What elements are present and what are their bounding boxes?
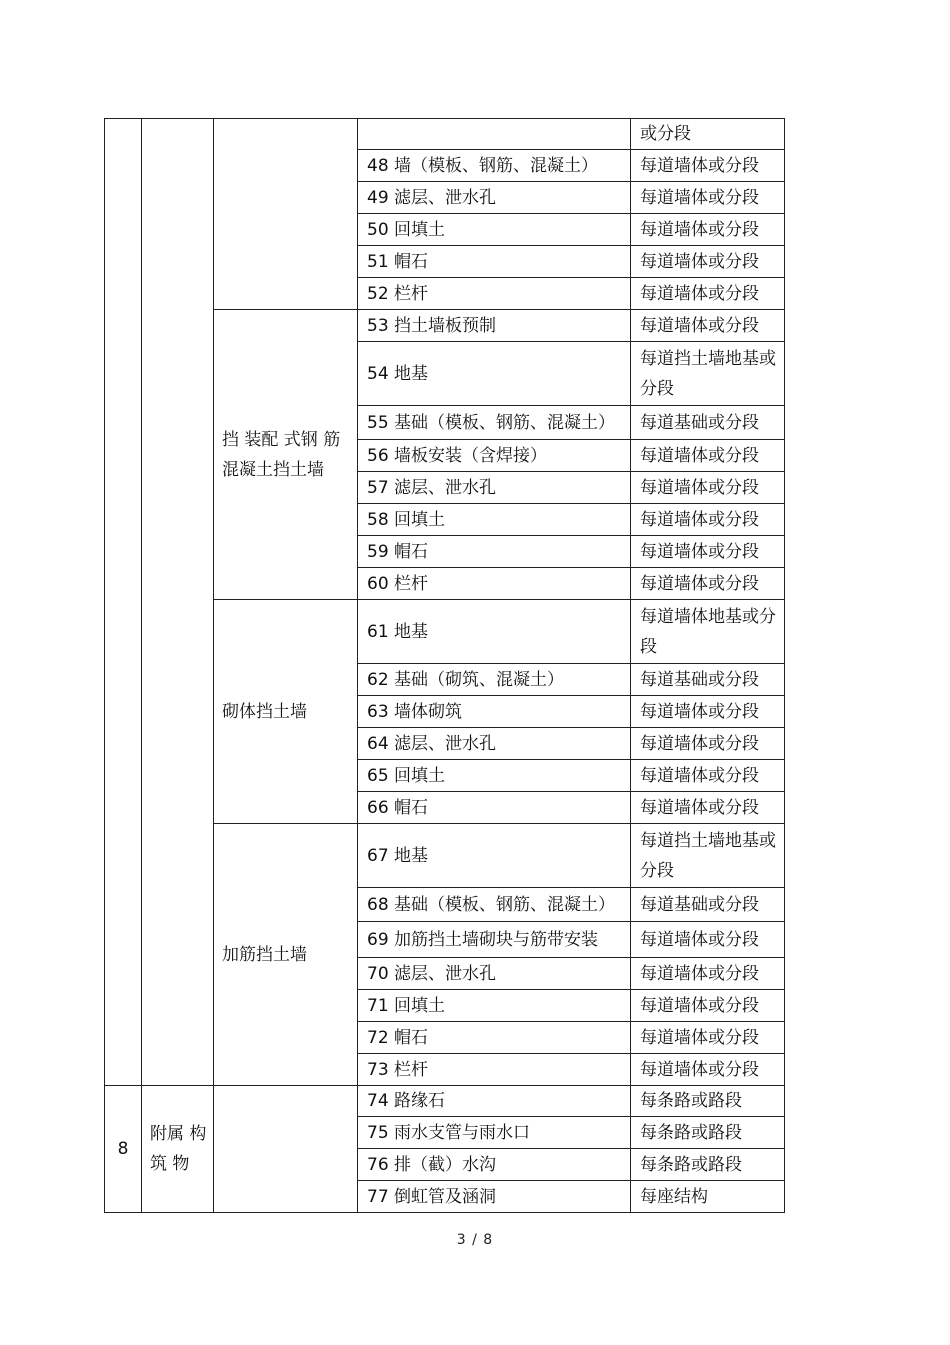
lot-cell: 每条路或路段 xyxy=(631,1149,785,1181)
lot-cell: 每条路或路段 xyxy=(631,1117,785,1149)
lot-cell: 每道基础或分段 xyxy=(631,406,785,440)
table-row xyxy=(105,1086,785,1117)
lot-cell: 每道挡土墙地基或分段 xyxy=(631,824,785,888)
lot-cell: 每道墙体或分段 xyxy=(631,922,785,958)
item-cell: 48 墙（模板、钢筋、混凝土） xyxy=(358,150,631,182)
lot-cell: 每道墙体或分段 xyxy=(631,760,785,792)
item-cell: 75 雨水支管与雨水口 xyxy=(358,1117,631,1149)
item-cell: 62 基础（砌筑、混凝土） xyxy=(358,664,631,696)
lot-cell: 每道基础或分段 xyxy=(631,664,785,696)
lot-cell: 每道墙体或分段 xyxy=(631,214,785,246)
item-cell: 58 回填土 xyxy=(358,504,631,536)
lot-cell: 每道墙体或分段 xyxy=(631,728,785,760)
lot-cell: 每道墙体或分段 xyxy=(631,990,785,1022)
item-cell: 51 帽石 xyxy=(358,246,631,278)
item-cell: 49 滤层、泄水孔 xyxy=(358,182,631,214)
lot-cell: 每道墙体或分段 xyxy=(631,1022,785,1054)
item-cell: 50 回填土 xyxy=(358,214,631,246)
section-name-cell xyxy=(142,119,214,1086)
item-cell: 74 路缘石 xyxy=(358,1086,631,1117)
item-cell: 54 地基 xyxy=(358,342,631,406)
lot-cell: 每道墙体或分段 xyxy=(631,536,785,568)
item-cell: 61 地基 xyxy=(358,600,631,664)
lot-cell: 每道墙体或分段 xyxy=(631,958,785,990)
item-cell: 56 墙板安装（含焊接） xyxy=(358,440,631,472)
group-cell xyxy=(214,1086,358,1213)
item-cell: 76 排（截）水沟 xyxy=(358,1149,631,1181)
page-number: 3 / 8 xyxy=(456,1232,494,1248)
lot-cell: 每道基础或分段 xyxy=(631,888,785,922)
lot-cell: 每道墙体或分段 xyxy=(631,310,785,342)
item-cell: 64 滤层、泄水孔 xyxy=(358,728,631,760)
lot-cell: 每道墙体地基或分段 xyxy=(631,600,785,664)
lot-cell: 每道墙体或分段 xyxy=(631,1054,785,1086)
item-cell: 52 栏杆 xyxy=(358,278,631,310)
lot-cell: 每道墙体或分段 xyxy=(631,278,785,310)
lot-cell: 每道墙体或分段 xyxy=(631,182,785,214)
item-cell: 60 栏杆 xyxy=(358,568,631,600)
item-cell: 66 帽石 xyxy=(358,792,631,824)
inspection-lot-table xyxy=(104,118,785,1213)
group-cell xyxy=(214,119,358,310)
section-name-cell: 附属 构 筑 物 xyxy=(142,1086,214,1213)
item-cell: 59 帽石 xyxy=(358,536,631,568)
item-cell: 57 滤层、泄水孔 xyxy=(358,472,631,504)
item-cell: 71 回填土 xyxy=(358,990,631,1022)
item-cell: 72 帽石 xyxy=(358,1022,631,1054)
lot-cell: 每道墙体或分段 xyxy=(631,150,785,182)
item-cell xyxy=(358,119,631,150)
lot-cell: 每道墙体或分段 xyxy=(631,568,785,600)
lot-cell: 每道墙体或分段 xyxy=(631,504,785,536)
item-cell: 68 基础（模板、钢筋、混凝土） xyxy=(358,888,631,922)
item-cell: 63 墙体砌筑 xyxy=(358,696,631,728)
item-cell: 55 基础（模板、钢筋、混凝土） xyxy=(358,406,631,440)
lot-cell: 每道墙体或分段 xyxy=(631,696,785,728)
group-cell-masonry-wall: 砌体挡土墙 xyxy=(214,600,358,824)
item-cell: 77 倒虹管及涵洞 xyxy=(358,1181,631,1213)
item-cell: 73 栏杆 xyxy=(358,1054,631,1086)
item-cell: 69 加筋挡土墙砌块与筋带安装 xyxy=(358,922,631,958)
item-cell: 67 地基 xyxy=(358,824,631,888)
item-cell: 53 挡土墙板预制 xyxy=(358,310,631,342)
lot-cell: 每道墙体或分段 xyxy=(631,792,785,824)
section-number-cell: 8 xyxy=(105,1086,142,1213)
lot-cell: 每道墙体或分段 xyxy=(631,440,785,472)
group-cell-precast-wall: 挡 装配 式钢 筋混凝土挡土墙 xyxy=(214,310,358,600)
section-number-cell xyxy=(105,119,142,1086)
table-row xyxy=(105,119,785,150)
lot-cell: 每座结构 xyxy=(631,1181,785,1213)
lot-cell: 或分段 xyxy=(631,119,785,150)
lot-cell: 每道挡土墙地基或分段 xyxy=(631,342,785,406)
item-cell: 65 回填土 xyxy=(358,760,631,792)
item-cell: 70 滤层、泄水孔 xyxy=(358,958,631,990)
lot-cell: 每道墙体或分段 xyxy=(631,246,785,278)
lot-cell: 每条路或路段 xyxy=(631,1086,785,1117)
group-cell-reinforced-wall: 加筋挡土墙 xyxy=(214,824,358,1086)
lot-cell: 每道墙体或分段 xyxy=(631,472,785,504)
